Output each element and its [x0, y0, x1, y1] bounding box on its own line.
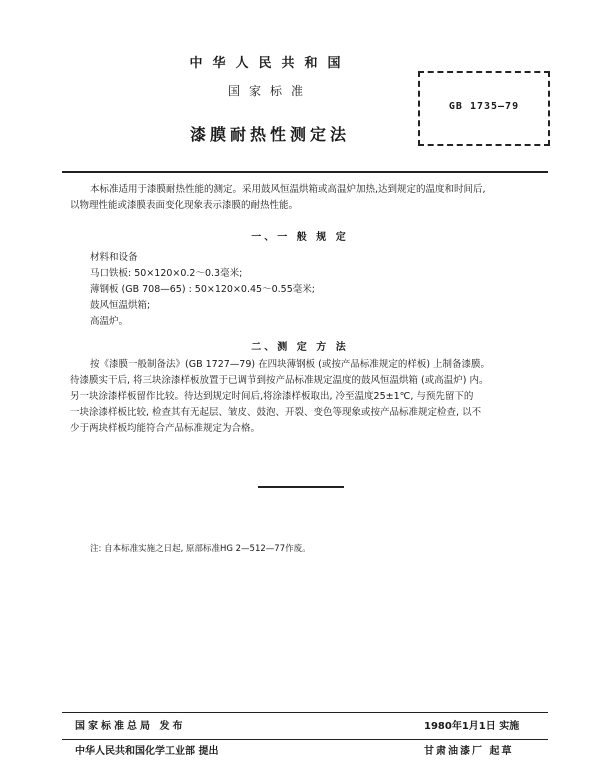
intro-line: 本标准适用于漆膜耐热性能的测定。采用鼓风恒温烘箱或高温炉加热,达到规定的温度和时间后, [90, 184, 486, 195]
standard-number: GB 1735—79 [448, 101, 520, 112]
section-heading-method: 二、测 定 方 法 [251, 342, 349, 353]
drafter-line: 甘肃油漆厂 起草 [424, 746, 514, 757]
end-divider [258, 486, 344, 488]
intro-line: 以物理性能或漆膜表面变化现象表示漆膜的耐热性能。 [70, 200, 299, 211]
list-item: 马口铁板: 50×120×0.2～0.3毫米; [90, 268, 243, 279]
country-name: 中华人民共和国 [189, 56, 351, 71]
section-heading-general: 一、一 般 规 定 [251, 232, 349, 243]
method-line: 少于两块样板均能符合产品标准规定为合格。 [70, 423, 261, 434]
footnote: 注: 自本标准实施之日起, 原部标准HG 2—512—77作废。 [90, 544, 311, 554]
footer-divider-bottom [62, 739, 548, 740]
standard-category: 国家标准 [227, 84, 312, 98]
method-line: 另一块涂漆样板留作比较。待达到规定时间后,将涂漆样板取出, 冷至温度25±1℃, 与预先留下的 [70, 391, 474, 402]
proposer-line: 中华人民共和国化学工业部 提出 [75, 746, 219, 757]
header-divider [62, 171, 548, 173]
method-paragraph [70, 357, 550, 437]
list-item: 鼓风恒温烘箱; [90, 300, 151, 311]
issuer-line: 国家标准总局 发布 [75, 721, 186, 732]
intro-paragraph [70, 182, 550, 214]
page-title: 漆膜耐热性测定法 [189, 125, 350, 144]
effective-date-line: 1980年1月1日 实施 [424, 721, 520, 732]
list-item: 材料和设备 [90, 252, 138, 263]
footer-divider-top [62, 712, 548, 713]
list-item: 薄钢板 (GB 708—65) : 50×120×0.45～0.55毫米; [90, 284, 315, 295]
list-item: 高温炉。 [90, 316, 129, 327]
method-line: 一块涂漆样板比较, 检查其有无起层、皱皮、鼓泡、开裂、变色等现象或按产品标准规定检查, 以不 [70, 407, 482, 418]
materials-list [90, 250, 530, 330]
method-line: 待漆膜实干后, 将三块涂漆样板放置于已调节到按产品标准规定温度的鼓风恒温烘箱 (或高温炉) 内。 [70, 375, 489, 386]
method-line: 按《漆膜一般制备法》(GB 1727—79) 在四块薄钢板 (或按产品标准规定的样板) 上制备漆膜。 [90, 359, 491, 370]
